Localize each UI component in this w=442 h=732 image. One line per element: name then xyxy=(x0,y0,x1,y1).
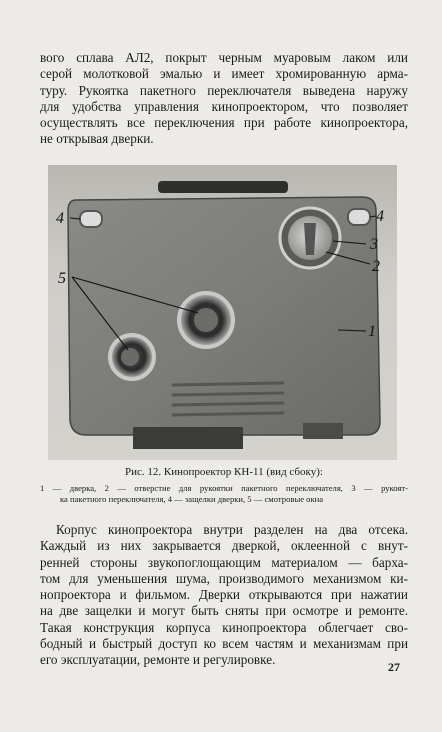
text-line: бодный и быстрый доступ ко всем частям и механизмам при xyxy=(40,636,408,652)
latch-right xyxy=(348,209,370,225)
text-line: осуществлять все переключения при работе кинопроектора, xyxy=(40,115,408,131)
legend-line: 1 — дверка, 2 — отверстие для рукоятки пакетного переключателя, 3 — рукоят- xyxy=(40,483,408,493)
text-line: туру. Рукоятка пакетного переключателя выведена наружу xyxy=(40,82,408,98)
sight-window-small-inner xyxy=(121,348,139,366)
text-line: его эксплуатации, ремонте и регулировке. xyxy=(40,652,276,668)
text-line: серой молотковой эмалью и имеет хромированную арма- xyxy=(40,66,408,82)
callout-2: 2 xyxy=(372,258,380,275)
figure-legend xyxy=(40,483,408,504)
foot xyxy=(303,423,343,439)
sight-window-inner xyxy=(194,308,218,332)
page-number: 27 xyxy=(388,660,400,674)
switch-lever xyxy=(304,223,316,255)
latch-left xyxy=(80,211,102,227)
figure-caption: Рис. 12. Кинопроектор КН-11 (вид сбоку): xyxy=(125,466,323,478)
callout-4-left: 4 xyxy=(56,210,64,227)
projector-illustration xyxy=(48,165,397,460)
text-line: для удобства управления кинопроектором, что позволяет xyxy=(40,98,408,114)
text-line: вого сплава АЛ2, покрыт черным муаровым лаком или xyxy=(40,50,408,65)
callout-5: 5 xyxy=(58,270,66,287)
projector-photo xyxy=(48,165,397,460)
text-line: нопроектора и фильмом. Дверки открываются при нажатии xyxy=(40,587,408,603)
callout-4-right: 4 xyxy=(376,208,384,225)
text-line: том для уменьшения шума, производимого механизмом ки- xyxy=(40,570,408,586)
paragraph-intro xyxy=(40,50,408,148)
callout-1: 1 xyxy=(368,323,376,340)
callout-3: 3 xyxy=(370,236,378,253)
text-line: Такая конструкция корпуса кинопроектора облегчает сво- xyxy=(40,619,408,635)
text-line: Каждый из них закрывается дверкой, оклеенной с внут- xyxy=(40,538,408,554)
legend-line: ка пакетного переключателя, 4 — защелки дверки, 5 — смотровые окна xyxy=(60,493,324,504)
text-line: ренней стороны звукопоглощающим материалом — барха- xyxy=(40,554,408,570)
text-line: не открывая дверки. xyxy=(40,131,154,147)
base-stand xyxy=(133,427,243,449)
handle-bar xyxy=(158,181,288,193)
text-line: Корпус кинопроектора внутри разделен на два отсека. xyxy=(56,522,408,537)
text-line: на две защелки и могут быть сняты при осмотре и ремонте. xyxy=(40,603,408,619)
paragraph-body xyxy=(40,522,408,669)
